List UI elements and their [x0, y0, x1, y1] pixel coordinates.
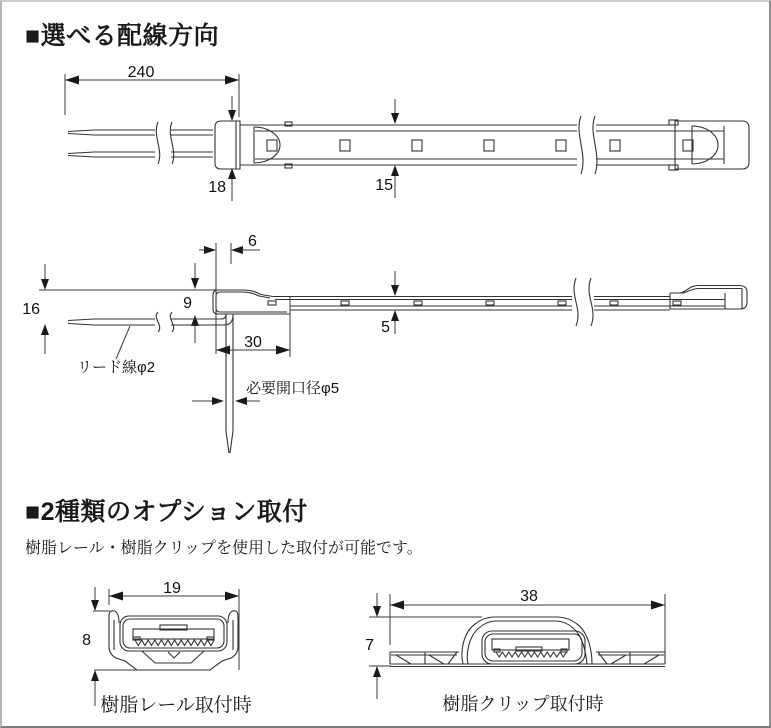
wiring-diagram-horizontal-exit: [65, 64, 749, 201]
opening-label: 必要開口径φ5: [246, 380, 340, 397]
dimension-label: 30: [244, 334, 262, 351]
section1-title: ■選べる配線方向: [25, 22, 220, 50]
technical-drawing-canvas: [2, 2, 771, 728]
section2-subtitle: 樹脂レール・樹脂クリップを使用した取付が可能です。: [25, 540, 423, 557]
dimension-label: 16: [22, 301, 40, 318]
dimension-label: 240: [127, 64, 155, 81]
dimension-label: 38: [520, 588, 538, 605]
dimension-label: 7: [365, 637, 374, 654]
dimension-label: 8: [82, 632, 91, 649]
dimension-label: 15: [375, 177, 393, 194]
dimension-label: 6: [248, 233, 257, 250]
dimension-label: 5: [381, 319, 390, 336]
rail-caption: 樹脂レール取付時: [100, 695, 252, 716]
dimension-label: 18: [208, 179, 226, 196]
clip-caption: 樹脂クリップ取付時: [442, 694, 604, 714]
section2-title: ■2種類のオプション取付: [25, 498, 308, 526]
wiring-diagram-downward-exit: [22, 233, 747, 453]
dimension-label: 19: [163, 580, 181, 597]
lead-wire-label: リード線φ2: [77, 359, 156, 376]
resin-clip-cross-section: [365, 588, 665, 699]
dimension-label: 9: [183, 295, 192, 312]
resin-rail-cross-section: [82, 580, 239, 706]
